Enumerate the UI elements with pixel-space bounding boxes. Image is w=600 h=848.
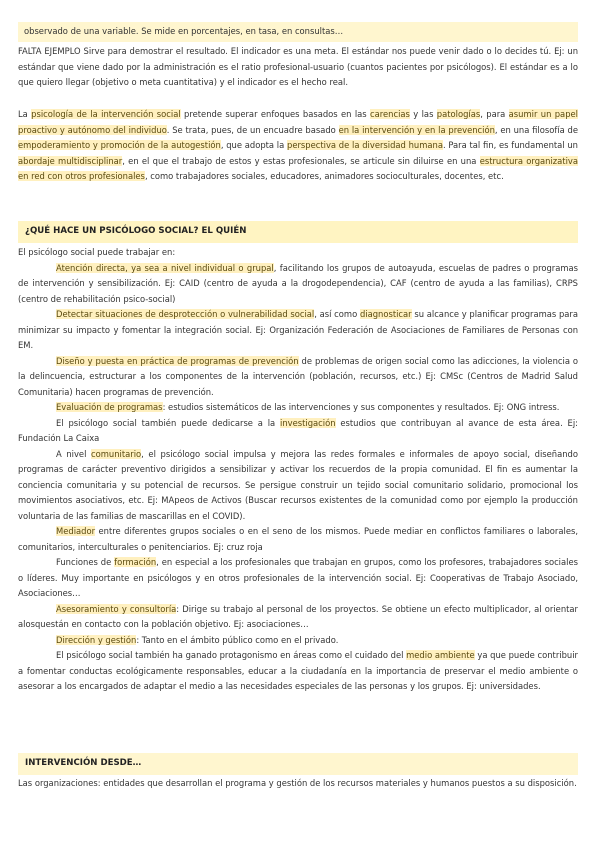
text-run: entre diferentes grupos sociales o en el seno de los mismos. Puede mediar en conflictos familiares o laborales, comunitarios, interculturales o penitenciarios. Ej: cruz roja xyxy=(18,526,578,552)
highlight: perspectiva de la diversidad humana xyxy=(287,140,443,150)
organizaciones-paragraph: Las organizaciones: entidades que desarrollan el programa y gestión de los recursos materiales y humanos puestos a su disposición. xyxy=(18,778,577,788)
list-item-asesoramiento xyxy=(18,602,578,633)
text-run: pretende superar enfoques basados en las xyxy=(180,109,371,119)
highlight: carencias xyxy=(370,109,410,119)
list-item-evaluacion xyxy=(18,400,578,416)
text-run: , en el que el trabajo de estos y estas profesionales, se articule sin diluirse en una xyxy=(122,155,480,166)
list-item-diseno xyxy=(18,354,578,401)
text-run: , en especial a los profesionales que trabajan en grupos, como los profesores, trabajadores sociales o líderes. Muy importante en psicólogos y en otros profesionales de la intervención social. Ej: Cooperativas de Trabajo Asociado, Asociaciones… xyxy=(18,557,578,598)
section-heading-quien: ¿QUÉ HACE UN PSICÓLOGO SOCIAL? EL QUIÉN xyxy=(18,221,578,243)
text-run: de problemas de origen social como las adicciones, la violencia o la delincuencia, estructurar a los componentes de la intervención (población, recursos, etc.) Ej: CMSc (Centros de Madrid Salud Comunitaria) hacen programas de prevención. xyxy=(18,355,579,397)
highlight: formación xyxy=(114,557,157,567)
text-run: . Se trata, pues, de un encuadre basado xyxy=(166,124,339,135)
list-item-formacion xyxy=(18,555,578,602)
highlight: comunitario xyxy=(91,448,142,459)
list-item-medio-ambiente xyxy=(18,648,578,695)
highlight: Atención directa, ya sea a nivel individual o grupal xyxy=(56,262,274,273)
top-band-text: observado de una variable. Se mide en porcentajes, en tasa, en consultas… xyxy=(24,26,344,36)
text-run: su alcance y planificar programas para minimizar su impacto y fomentar la integración social. Ej: Organización Federación de Asociaciones de Familiares de Personas con EM. xyxy=(18,309,579,350)
falta-ejemplo-paragraph: FALTA EJEMPLO Sirve para demostrar el resultado. El indicador es una meta. El estándar nos puede venir dado o lo decides tú. Ej: un estándar que viene dado por la administración es el ratio profesional-usuario (cuantos pacientes por psicólogos). El estándar es a lo que quiero llegar (objetivo o meta cuantitativa) y el indicador es el hecho real. xyxy=(18,46,578,87)
section-quien-body xyxy=(18,245,578,695)
text-run: . Para tal fin, es fundamental un xyxy=(442,140,578,150)
highlight: Asesoramiento y consultoría xyxy=(56,603,177,614)
list-item-mediador xyxy=(18,524,578,555)
section-heading-intervencion: INTERVENCIÓN DESDE… xyxy=(18,753,578,775)
list-item-investigacion xyxy=(18,416,578,447)
text-run: Funciones de xyxy=(56,557,115,567)
text-run: : Tanto en el ámbito público como en el privado. xyxy=(136,634,339,645)
top-highlight-band xyxy=(18,22,578,42)
highlight: abordaje multidisciplinar xyxy=(18,155,123,166)
text-run: , el psicólogo social impulsa y mejora las redes formales e informales de apoyo social, diseñando programas de carácter preventivo dirigidos a sensibilizar y activar los recuerdos de la propia comunidad. El fin es aumentar la conciencia comunitaria y su potencial de recursos. Se persigue construir un tejido social comunitario solidario, promocional los movimientos asociativos, etc. Ej: MApeos de Activos (Buscar recursos existentes de la comunidad como por ejemplo la producción voluntaria de las familias de mascarillas en el COVID). xyxy=(18,448,578,521)
highlight: psicología de la intervención social xyxy=(31,109,181,119)
list-item-atencion xyxy=(18,261,578,308)
text-run: La xyxy=(18,109,32,119)
section-lead: El psicólogo social puede trabajar en: xyxy=(18,247,176,257)
highlight: empoderamiento y promoción de la autogestión xyxy=(18,140,221,150)
highlight: Evaluación de programas xyxy=(56,402,163,412)
text-run: , que adopta la xyxy=(220,140,288,150)
list-item-direccion xyxy=(18,633,578,649)
highlight: diagnosticar xyxy=(359,309,412,319)
highlight: Diseño y puesta en práctica de programas de prevención xyxy=(56,355,299,366)
highlight: investigación xyxy=(280,417,336,428)
text-run: : Dirige su trabajo al personal de los proyectos. Se obtiene un efecto multiplicador, al orientar alosquestán en contacto con la población objetivo. Ej: asociaciones… xyxy=(18,603,578,629)
text-run: y las xyxy=(409,109,437,119)
highlight: Detectar situaciones de desprotección o vulnerabilidad social xyxy=(56,309,315,319)
text-run: estudios que contribuyan al avance de esta área. Ej: Fundación La Caixa xyxy=(18,417,578,443)
text-run: , así como xyxy=(314,309,360,319)
text-run: El psicólogo social también puede dedicarse a la xyxy=(56,417,281,428)
text-run: : estudios sistemáticos de las intervenciones y sus componentes y resultados. Ej: ONG intress. xyxy=(162,402,560,412)
highlight: estructura organizativa en red con otros profesionales xyxy=(18,155,578,181)
highlight: Mediador xyxy=(56,526,96,536)
text-run: , facilitando los grupos de autoayuda, escuelas de padres o programas de intervención y sensibilización. Ej: CAID (centro de ayuda a la drogodependencia), CAF (centro de ayuda a las familias), CRPS (centro de rehabilitación psico-social) xyxy=(18,262,578,304)
highlight: medio ambiente xyxy=(406,650,475,660)
list-item-comunitario xyxy=(18,447,578,525)
text-run: El psicólogo social también ha ganado protagonismo en áreas como el cuidado del xyxy=(56,650,407,660)
text-run: A nivel xyxy=(56,448,92,459)
text-run: , en una filosofía de xyxy=(494,124,579,135)
highlight: en la intervención y en la prevención xyxy=(338,124,495,135)
intro-paragraph xyxy=(18,107,578,185)
text-run: ya que puede contribuir a fomentar conductas ecológicamente responsables, educar a la ciudadanía en la importancia de preservar el medio ambiente o asesorar a los encargados de adaptar el medio a las necesidades especiales de las personas y los grupos. Ej: universidades. xyxy=(18,650,578,691)
highlight: patologías xyxy=(436,109,481,119)
list-item-detectar xyxy=(18,307,578,354)
highlight: asumir un papel proactivo y autónomo del individuo xyxy=(18,109,578,135)
highlight: Dirección y gestión xyxy=(56,634,137,645)
text-run: , como trabajadores sociales, educadores, animadores socioculturales, docentes, etc. xyxy=(144,171,504,181)
text-run: , para xyxy=(480,109,509,119)
